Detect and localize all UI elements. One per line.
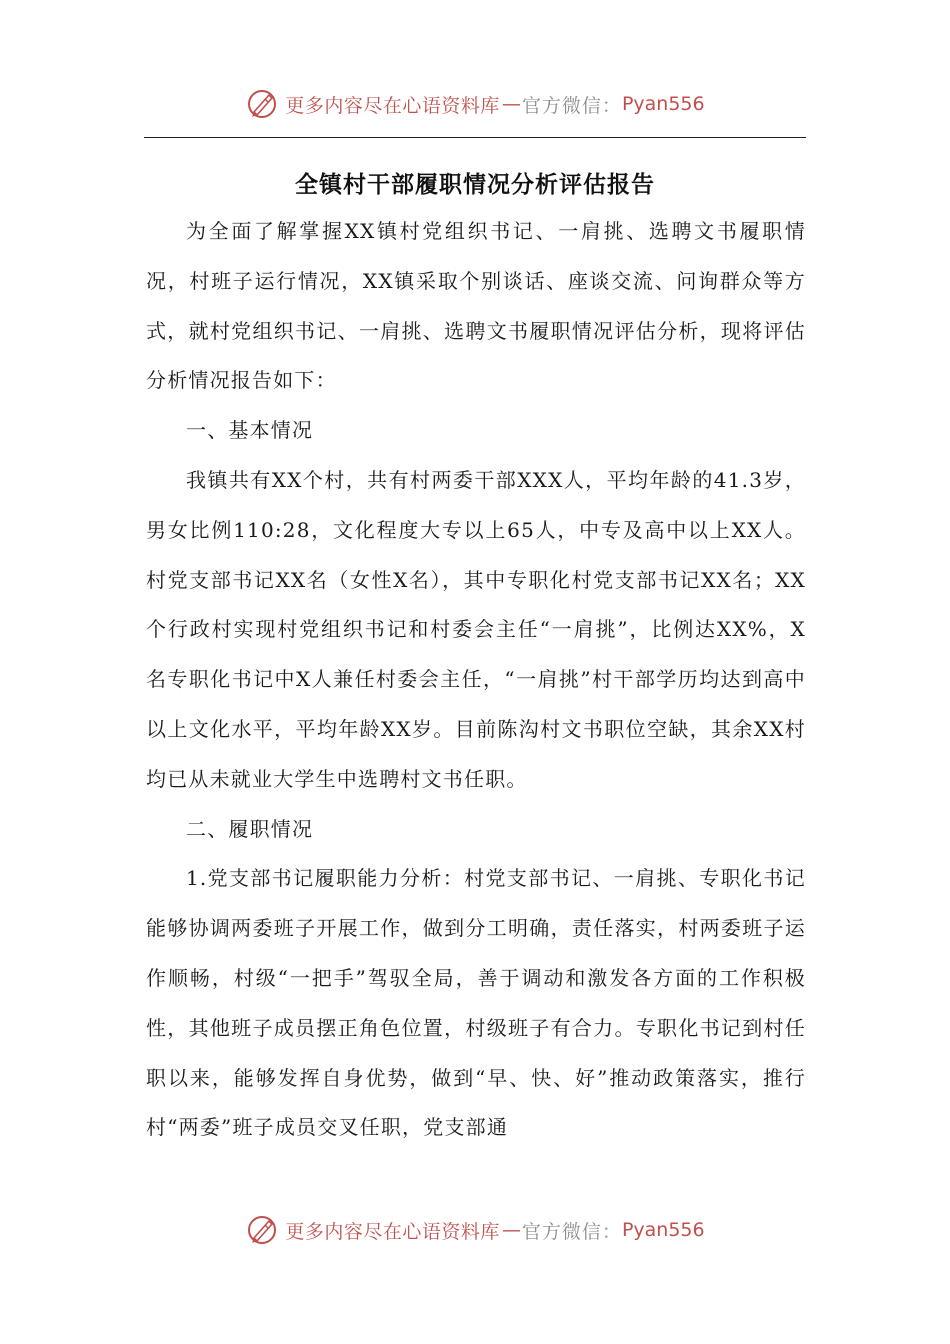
pen-circle-logo-icon: [245, 87, 279, 121]
document-title: 全镇村干部履职情况分析评估报告: [295, 172, 655, 198]
footer-watermark: [0, 1210, 950, 1250]
paragraph-intro: 为全面了解掌握XX镇村党组织书记、一肩挑、选聘文书履职情况，村班子运行情况，XX镇采取个别谈话、座谈交流、问询群众等方式，就村党组织书记、一肩挑、选聘文书履职情况评估分析，现将评估分析情况报告如下：: [146, 219, 806, 393]
header-watermark: [0, 84, 950, 124]
section-heading-performance: 二、履职情况: [186, 816, 314, 841]
watermark-label: 官方微信：: [521, 94, 622, 117]
header-rule: [144, 137, 806, 138]
watermark-main-text: 更多内容尽在心语资料库: [285, 94, 500, 117]
watermark-label: 官方微信：: [521, 1220, 622, 1243]
paragraph-basic-info: 我镇共有XX个村，共有村两委干部XXX人，平均年龄的41.3岁，男女比例110:28，文化程度大专以上65人，中专及高中以上XX人。村党支部书记XX名（女性X名），其中专职化村党支部书记XX名；XX个行政村实现村党组织书记和村委会主任“一肩挑”，比例达XX%，X名专职化书记中X人兼任村委会主任，“一肩挑”村干部学历均达到高中以上文化水平，平均年龄XX岁。目前陈沟村文书职位空缺，其余XX村均已从未就业大学生中选聘村文书任职。: [146, 467, 806, 791]
watermark-main-text: 更多内容尽在心语资料库: [285, 1220, 500, 1243]
pen-circle-logo-icon: [245, 1213, 279, 1247]
watermark-wechat-id: Pyan556: [621, 93, 705, 115]
watermark-dash: —: [501, 1219, 520, 1241]
watermark-wechat-id: Pyan556: [621, 1219, 705, 1241]
watermark-dash: —: [501, 93, 520, 115]
document-body: [146, 207, 806, 1153]
section-heading-basic: 一、基本情况: [186, 418, 314, 443]
paragraph-performance: 1.党支部书记履职能力分析：村党支部书记、一肩挑、专职化书记能够协调两委班子开展工作，做到分工明确，责任落实，村两委班子运作顺畅，村级“一把手”驾驭全局，善于调动和激发各方面的工作积极性，其他班子成员摆正角色位置，村级班子有合力。专职化书记到村任职以来，能够发挥自身优势，做到“早、快、好”推动政策落实，推行村“两委”班子成员交叉任职，党支部通: [146, 866, 806, 1140]
